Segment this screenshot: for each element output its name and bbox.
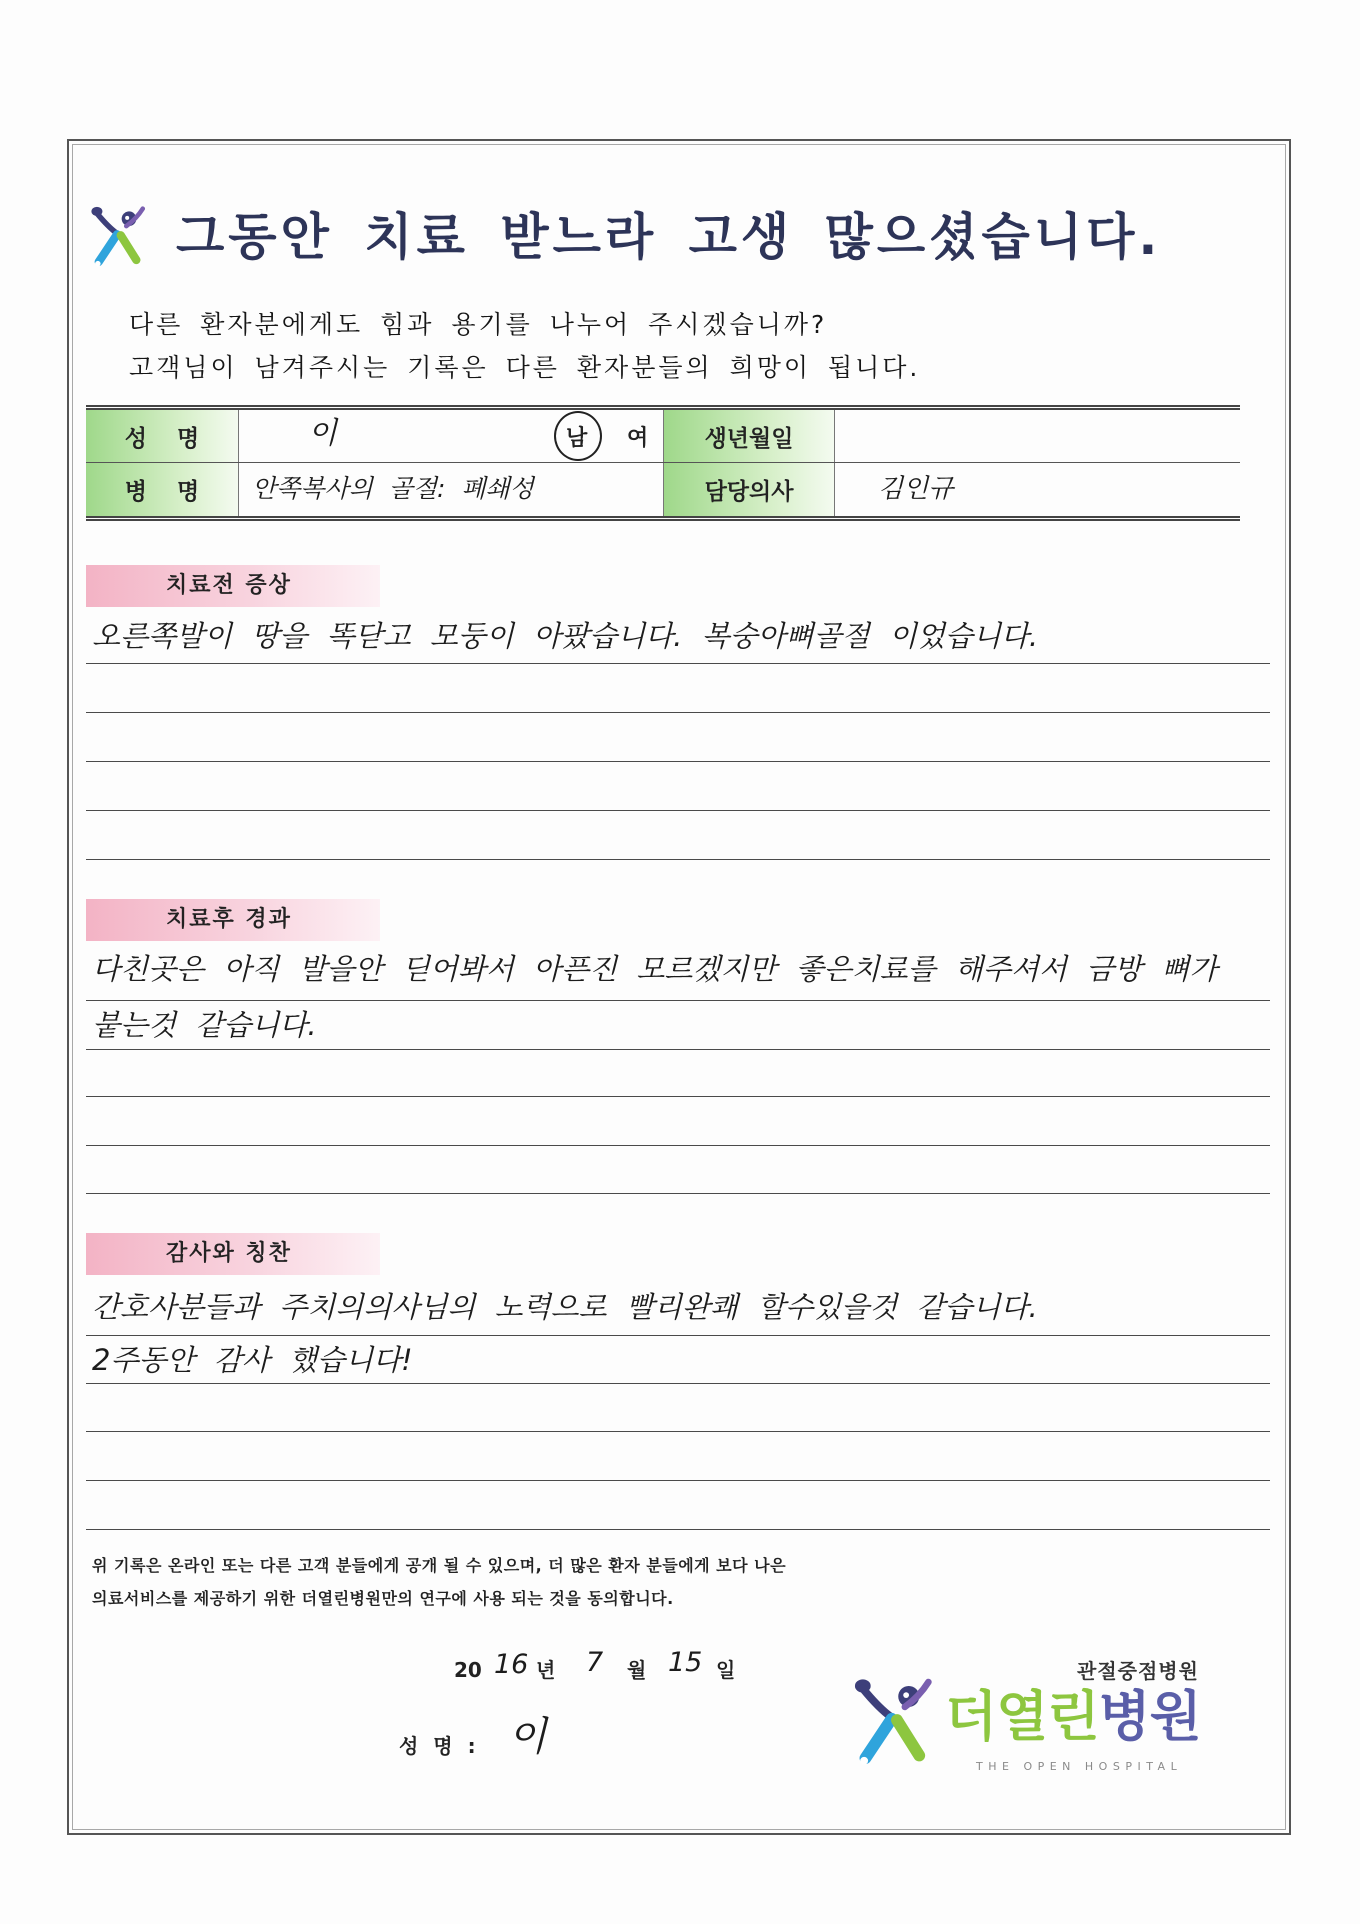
handwritten-line: 간호사분들과 주치의의사님의 노력으로 빨리완쾌 할수있을것 같습니다. <box>92 1290 1038 1324</box>
ruled-line <box>86 810 1270 811</box>
ruled-line <box>86 1096 1270 1097</box>
diagnosis-value: 안쪽복사의 골절: 폐쇄성 <box>252 474 534 503</box>
date-day: 15 <box>668 1647 703 1678</box>
hospital-logo-icon <box>851 1674 935 1774</box>
ruled-line <box>86 859 1270 860</box>
date-year-unit: 년 <box>536 1658 556 1682</box>
handwritten-line: 2주동안 감사 했습니다! <box>92 1343 413 1377</box>
birth-date-value-cell <box>836 410 1240 462</box>
date-month: 7 <box>586 1647 604 1678</box>
consent-text: 위 기록은 온라인 또는 다른 고객 분들에게 공개 될 수 있으며, 더 많은 환자 분들에게 보다 나은 <box>92 1556 787 1575</box>
section-label-thanks: 감사와 칭찬 <box>86 1233 380 1275</box>
ruled-line <box>86 712 1270 713</box>
handwritten-line: 붙는것 같습니다. <box>92 1008 317 1042</box>
ruled-line <box>86 1193 1270 1194</box>
hospital-name-part1: 더열린 <box>945 1685 1099 1748</box>
patient-info-table <box>86 405 1240 521</box>
section-label-after-treatment: 치료후 경과 <box>86 899 380 941</box>
date-month-unit: 월 <box>627 1658 647 1682</box>
ruled-line <box>86 1383 1270 1384</box>
name-value: 이 <box>308 416 337 451</box>
consent-text: 의료서비스를 제공하기 위한 더열린병원만의 연구에 사용 되는 것을 동의합니다. <box>92 1589 674 1608</box>
hospital-name-part2: 병원 <box>1098 1685 1201 1748</box>
ruled-line <box>86 1049 1270 1050</box>
page-title: 그동안 치료 받느라 고생 많으셨습니다. <box>176 208 1162 266</box>
hospital-name-english: THE OPEN HOSPITAL <box>976 1760 1183 1773</box>
hospital-name <box>945 1683 1201 1751</box>
ruled-line <box>86 663 1270 664</box>
ruled-line <box>86 1529 1270 1530</box>
hospital-tagline: 관절중점병원 <box>1077 1659 1199 1683</box>
birth-date-label-cell: 생년월일 <box>663 410 835 462</box>
ruled-line <box>86 1480 1270 1481</box>
handwritten-line: 다친곳은 아직 발을안 딛어봐서 아픈진 모르겠지만 좋은치료를 해주셔서 금방 뼈가 <box>92 952 1218 986</box>
section-label-before-treatment: 치료전 증상 <box>86 565 380 607</box>
ruled-line <box>86 1000 1270 1001</box>
date-year: 16 <box>494 1649 529 1680</box>
gender-female-option: 여 <box>627 426 649 451</box>
name-label-cell: 성 명 <box>86 410 239 462</box>
subtitle-line: 고객님이 남겨주시는 기록은 다른 환자분들의 희망이 됩니다. <box>129 353 921 382</box>
subtitle-line: 다른 환자분에게도 힘과 용기를 나누어 주시겠습니까? <box>129 310 828 339</box>
page-frame <box>67 139 1291 1835</box>
diagnosis-label-cell: 병 명 <box>86 463 239 516</box>
ruled-line <box>86 761 1270 762</box>
ruled-line <box>86 1431 1270 1432</box>
signature-value: 이 <box>508 1714 547 1760</box>
doctor-value: 김인규 <box>878 474 954 504</box>
ruled-line <box>86 1335 1270 1336</box>
signature-label: 성 명 : <box>399 1734 476 1758</box>
gender-male-option: 남 <box>566 426 588 451</box>
doctor-label-cell: 담당의사 <box>663 463 835 516</box>
date-century: 20 <box>454 1658 482 1682</box>
hospital-logo-icon <box>88 205 148 271</box>
handwritten-line: 오른쪽발이 땅을 똑닫고 모둥이 아팠습니다. 복숭아뼈골절 이었습니다. <box>92 619 1039 653</box>
ruled-line <box>86 1145 1270 1146</box>
date-day-unit: 일 <box>716 1658 736 1682</box>
